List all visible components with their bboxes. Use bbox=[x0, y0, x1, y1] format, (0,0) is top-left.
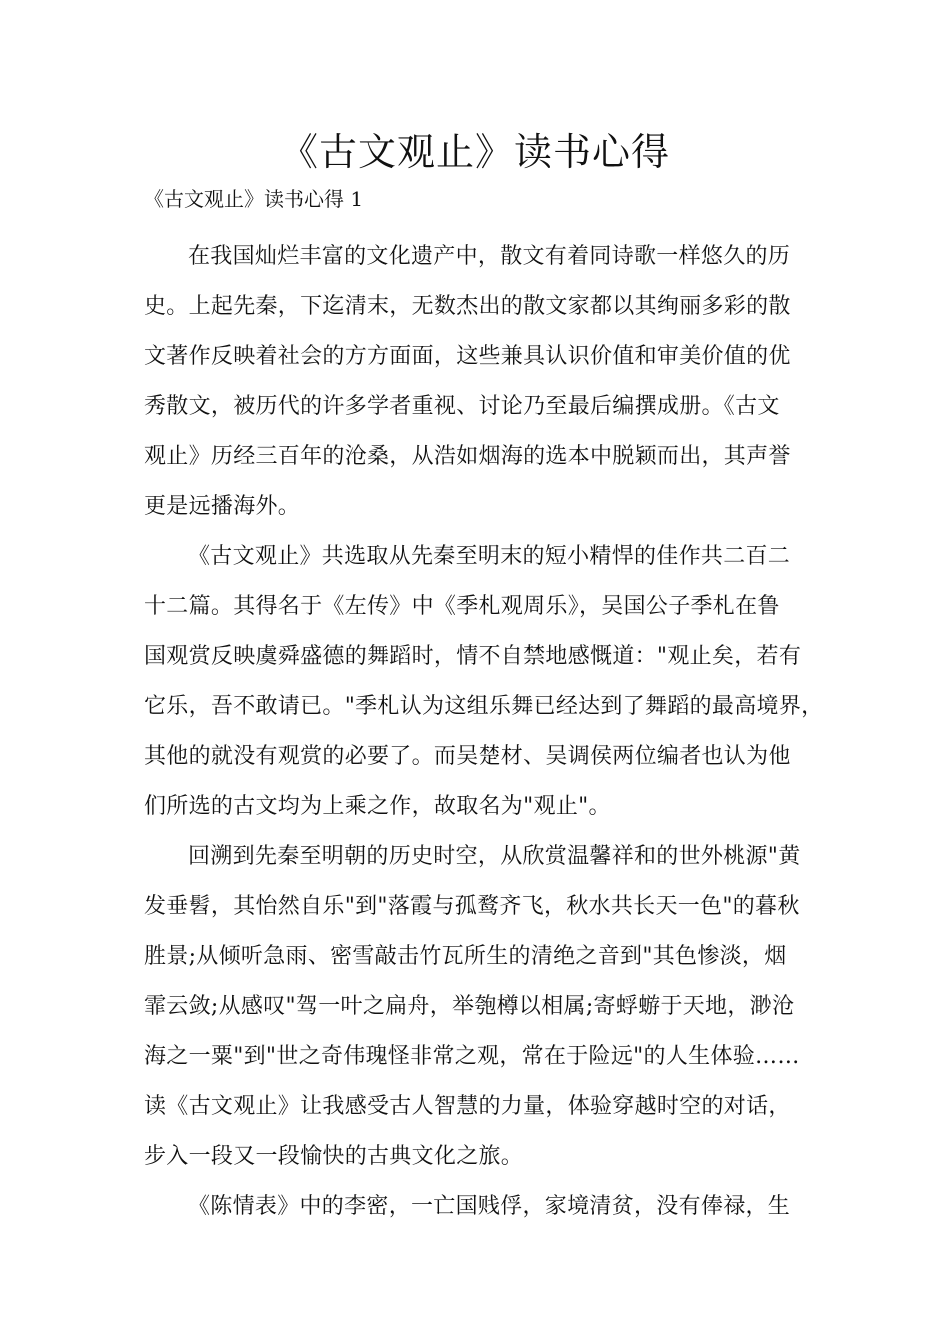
paragraph-line: 史。上起先秦，下迄清末，无数杰出的散文家都以其绚丽多彩的散 bbox=[144, 294, 791, 319]
paragraph bbox=[144, 532, 824, 832]
paragraph-line: 观止》历经三百年的沧桑，从浩如烟海的选本中脱颖而出，其声誉 bbox=[144, 444, 791, 469]
paragraph-line: 《陈情表》中的李密，一亡国贱俘，家境清贫，没有俸禄，生 bbox=[188, 1194, 791, 1219]
paragraph-line: 回溯到先秦至明朝的历史时空，从欣赏温馨祥和的世外桃源"黄 bbox=[188, 844, 801, 869]
paragraph-line: 在我国灿烂丰富的文化遗产中，散文有着同诗歌一样悠久的历 bbox=[188, 244, 791, 269]
section-heading: 《古文观止》读书心得 1 bbox=[144, 187, 364, 211]
paragraph-line: 发垂髫，其怡然自乐"到"落霞与孤鹜齐飞，秋水共长天一色"的暮秋 bbox=[144, 894, 800, 919]
body-text bbox=[144, 232, 824, 1232]
paragraph-line: 国观赏反映虞舜盛德的舞蹈时，情不自禁地感慨道："观止矣，若有 bbox=[144, 644, 802, 669]
paragraph-line: 胜景;从倾听急雨、密雪敲击竹瓦所生的清绝之音到"其色惨淡，烟 bbox=[144, 944, 787, 969]
paragraph-line: 《古文观止》共选取从先秦至明末的短小精悍的佳作共二百二 bbox=[188, 544, 791, 569]
paragraph-line: 海之一粟"到"世之奇伟瑰怪非常之观，常在于险远"的人生体验…… bbox=[144, 1044, 800, 1069]
paragraph-line: 它乐，吾不敢请已。"季札认为这组乐舞已经达到了舞蹈的最高境界， bbox=[144, 694, 824, 719]
paragraph-line: 霏云敛;从感叹"驾一叶之扁舟，举匏樽以相属;寄蜉蝣于天地，渺沧 bbox=[144, 994, 795, 1019]
paragraph-line: 读《古文观止》让我感受古人智慧的力量，体验穿越时空的对话， bbox=[144, 1094, 791, 1119]
paragraph bbox=[144, 232, 824, 532]
document-title: 《古文观止》读书心得 bbox=[279, 130, 670, 174]
paragraph-line: 步入一段又一段愉快的古典文化之旅。 bbox=[144, 1144, 524, 1169]
paragraph-line: 文著作反映着社会的方方面面，这些兼具认识价值和审美价值的优 bbox=[144, 344, 791, 369]
paragraph bbox=[144, 1182, 824, 1232]
paragraph-line: 们所选的古文均为上乘之作，故取名为"观止"。 bbox=[144, 794, 611, 819]
paragraph-line: 秀散文，被历代的许多学者重视、讨论乃至最后编撰成册。《古文 bbox=[144, 394, 780, 419]
paragraph bbox=[144, 832, 824, 1182]
paragraph-line: 更是远播海外。 bbox=[144, 494, 301, 519]
paragraph-line: 十二篇。其得名于《左传》中《季札观周乐》，吴国公子季札在鲁 bbox=[144, 594, 780, 619]
paragraph-line: 其他的就没有观赏的必要了。而吴楚材、吴调侯两位编者也认为他 bbox=[144, 744, 791, 769]
